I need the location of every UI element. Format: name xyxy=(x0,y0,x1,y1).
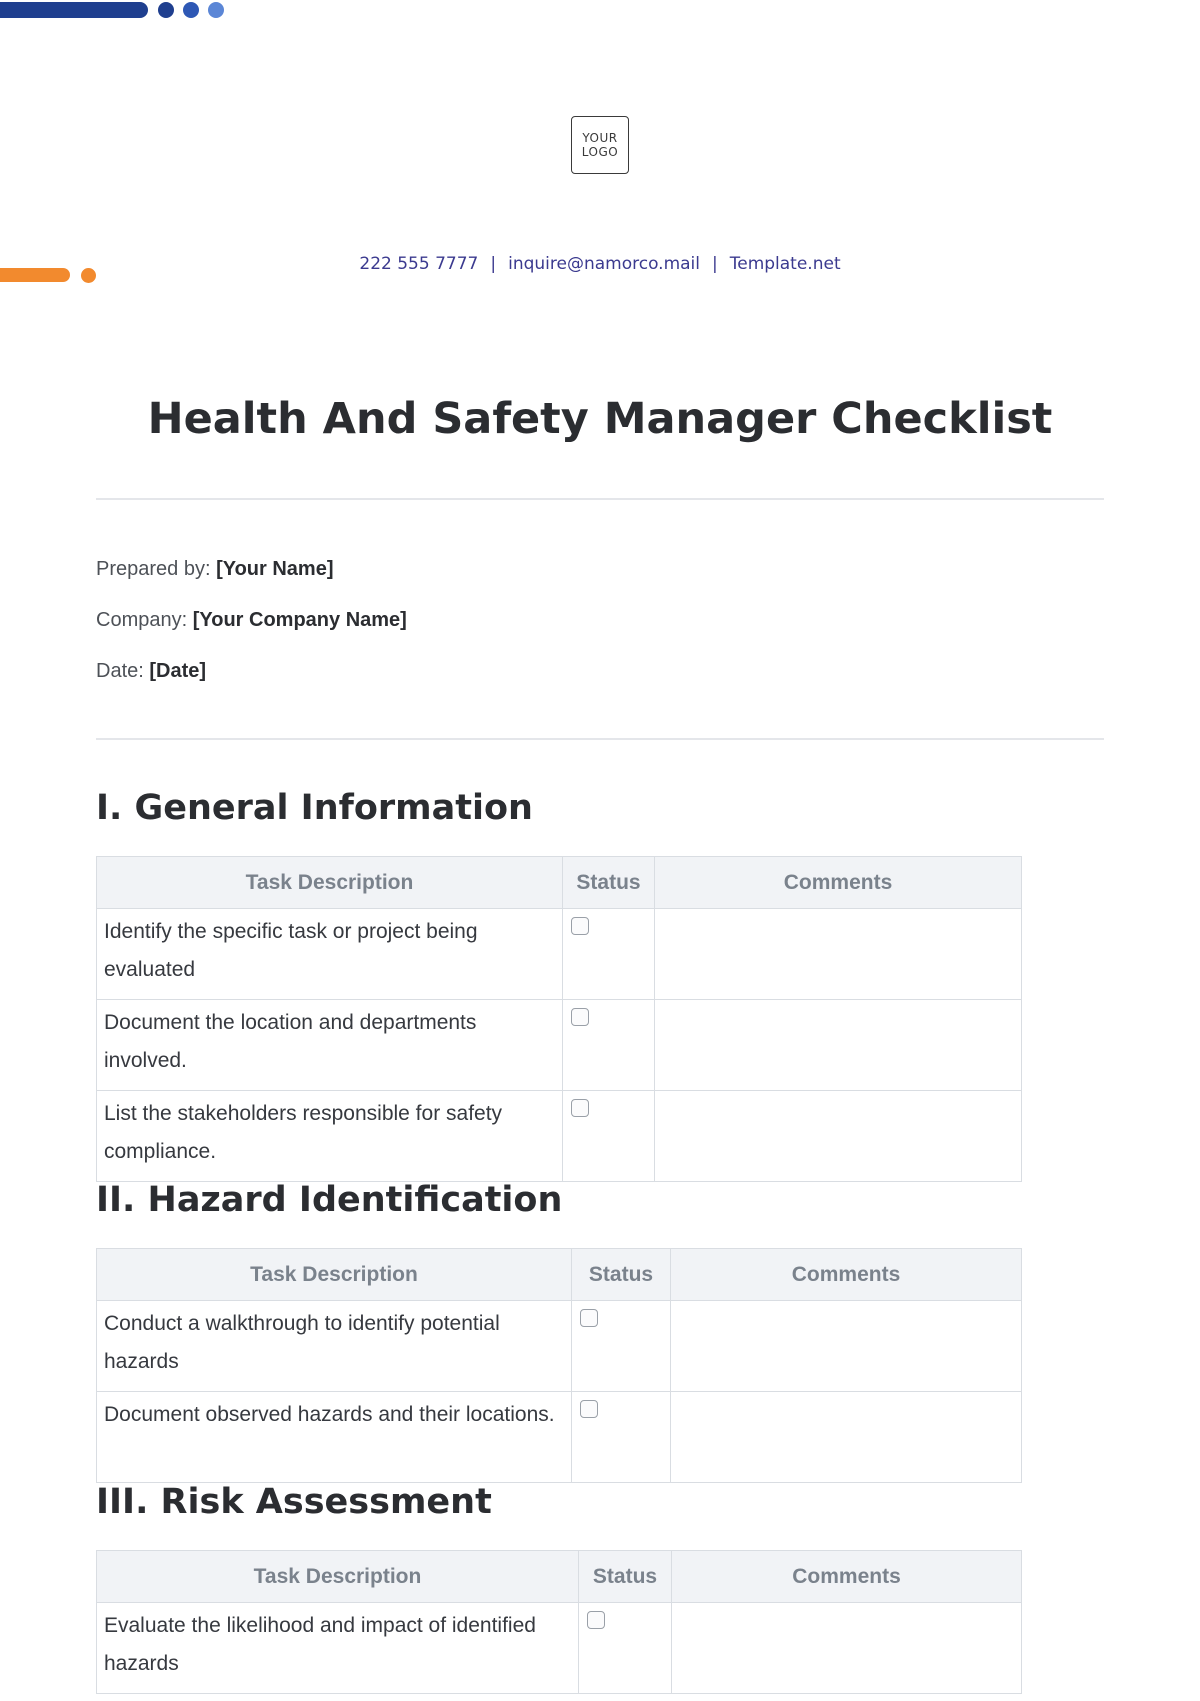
status-cell xyxy=(572,1301,671,1392)
column-header-comments: Comments xyxy=(672,1551,1022,1603)
prepared-by xyxy=(96,558,334,581)
table-row xyxy=(97,1603,1022,1694)
date xyxy=(96,660,206,683)
company-logo xyxy=(571,116,629,174)
status-cell xyxy=(563,1000,655,1091)
table-header-row xyxy=(97,857,1022,909)
status-cell xyxy=(563,909,655,1000)
logo-line-1: YOUR xyxy=(582,131,618,145)
company xyxy=(96,609,407,632)
comments-cell[interactable] xyxy=(672,1603,1022,1694)
comments-cell[interactable] xyxy=(671,1392,1022,1483)
column-header-task: Task Description xyxy=(97,1551,579,1603)
column-header-status: Status xyxy=(563,857,655,909)
company-value: [Your Company Name] xyxy=(192,609,407,631)
date-value: [Date] xyxy=(149,660,207,682)
task-description: Identify the specific task or project being evaluated xyxy=(97,909,563,1000)
prepared-by-label: Prepared by: xyxy=(96,558,211,580)
contact-email[interactable]: inquire@namorco.mail xyxy=(508,254,700,274)
task-description: List the stakeholders responsible for safety compliance. xyxy=(97,1091,563,1182)
prepared-by-value: [Your Name] xyxy=(216,558,334,580)
checklist-table-general-information xyxy=(96,856,1022,1182)
contact-phone[interactable]: 222 555 7777 xyxy=(359,254,479,274)
checklist-table-risk-assessment xyxy=(96,1550,1022,1694)
decorative-dot-icon xyxy=(208,2,224,18)
checklist-table-hazard-identification xyxy=(96,1248,1022,1483)
column-header-status: Status xyxy=(572,1249,671,1301)
status-checkbox[interactable] xyxy=(580,1309,598,1327)
status-checkbox[interactable] xyxy=(571,1099,589,1117)
status-cell xyxy=(563,1091,655,1182)
column-header-comments: Comments xyxy=(655,857,1022,909)
date-label: Date: xyxy=(96,660,144,682)
contact-line xyxy=(0,254,1200,274)
column-header-comments: Comments xyxy=(671,1249,1022,1301)
section-title-hazard-identification: II. Hazard Identification xyxy=(96,1180,563,1220)
column-header-status: Status xyxy=(579,1551,672,1603)
status-checkbox[interactable] xyxy=(580,1400,598,1418)
status-checkbox[interactable] xyxy=(587,1611,605,1629)
comments-cell[interactable] xyxy=(655,1000,1022,1091)
task-description: Document the location and departments involved. xyxy=(97,1000,563,1091)
company-label: Company: xyxy=(96,609,188,631)
table-row xyxy=(97,1000,1022,1091)
status-cell xyxy=(579,1603,672,1694)
table-header-row xyxy=(97,1249,1022,1301)
section-title-risk-assessment: III. Risk Assessment xyxy=(96,1482,492,1522)
page-title: Health And Safety Manager Checklist xyxy=(147,394,1053,444)
comments-cell[interactable] xyxy=(671,1301,1022,1392)
decorative-dot-icon xyxy=(183,2,199,18)
decorative-blue-bar xyxy=(0,2,148,18)
table-row xyxy=(97,1392,1022,1483)
contact-separator: | xyxy=(712,254,718,274)
table-row xyxy=(97,909,1022,1000)
table-header-row xyxy=(97,1551,1022,1603)
status-checkbox[interactable] xyxy=(571,917,589,935)
task-description: Conduct a walkthrough to identify potential hazards xyxy=(97,1301,572,1392)
comments-cell[interactable] xyxy=(655,909,1022,1000)
status-checkbox[interactable] xyxy=(571,1008,589,1026)
divider xyxy=(96,498,1104,500)
task-description: Document observed hazards and their locations. xyxy=(97,1392,572,1483)
contact-separator: | xyxy=(490,254,497,274)
section-title-general-information: I. General Information xyxy=(96,788,533,828)
table-row xyxy=(97,1091,1022,1182)
status-cell xyxy=(572,1392,671,1483)
column-header-task: Task Description xyxy=(97,1249,572,1301)
logo-line-2: LOGO xyxy=(581,145,619,159)
contact-website[interactable]: Template.net xyxy=(729,254,841,274)
divider xyxy=(96,738,1104,740)
task-description: Evaluate the likelihood and impact of identified hazards xyxy=(97,1603,579,1694)
column-header-task: Task Description xyxy=(97,857,563,909)
comments-cell[interactable] xyxy=(655,1091,1022,1182)
decorative-dot-icon xyxy=(158,2,174,18)
table-row xyxy=(97,1301,1022,1392)
